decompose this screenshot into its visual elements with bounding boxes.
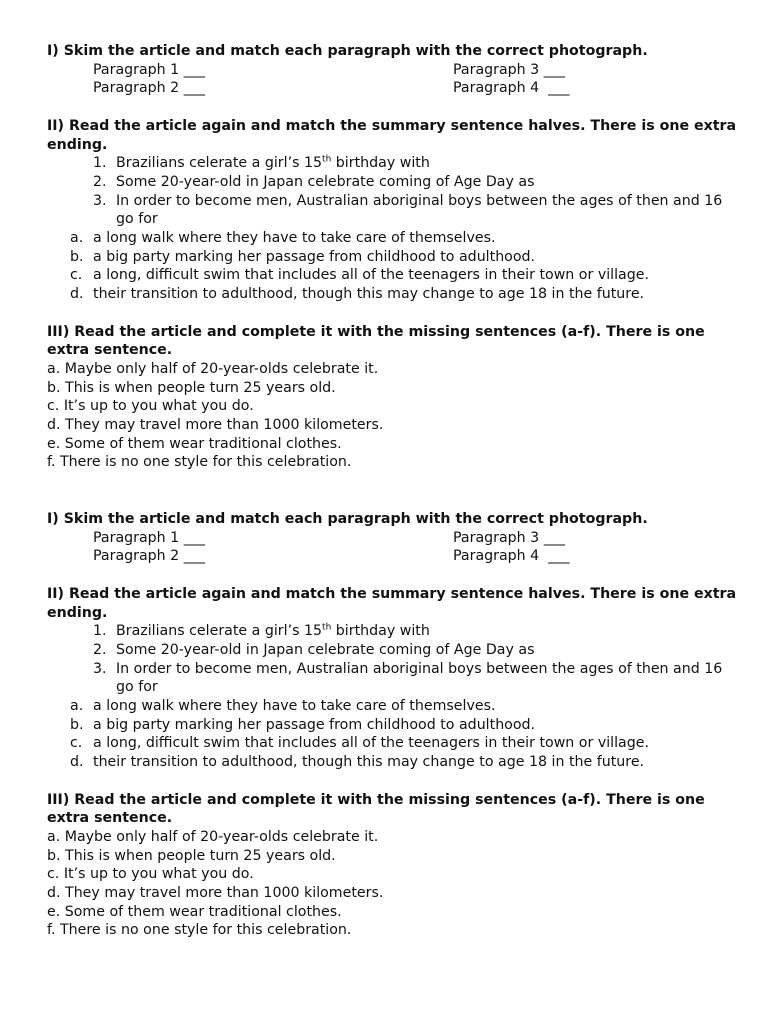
list-item: d. They may travel more than 1000 kilometers. xyxy=(47,885,384,902)
list-item: d. their transition to adulthood, though this may change to age 18 in the future. xyxy=(70,754,645,771)
list-item: c. It’s up to you what you do. xyxy=(47,866,254,883)
worksheet-1 xyxy=(47,42,737,472)
list-item: a. a long walk where they have to take care of themselves. xyxy=(70,698,496,715)
list-item: b. This is when people turn 25 years old. xyxy=(47,847,336,864)
sentence-endings-list xyxy=(47,229,737,304)
section-3-heading: III) Read the article and complete it with the missing sentences (a-f). There is one extra sentence. xyxy=(47,323,705,359)
paragraph-3-blank: Paragraph 3 ___ xyxy=(453,529,565,546)
list-item: e. Some of them wear traditional clothes. xyxy=(47,435,342,452)
list-item: 1. Brazilians celerate a girl’s 15th birthday with xyxy=(93,154,430,172)
paragraph-2-blank: Paragraph 2 ___ xyxy=(93,80,205,97)
list-item: b. This is when people turn 25 years old. xyxy=(47,379,336,396)
paragraph-matching-grid xyxy=(93,61,737,98)
paragraph-matching-grid xyxy=(93,529,737,566)
list-item: 3. In order to become men, Australian aboriginal boys between the ages of then and 16 go for xyxy=(93,192,723,228)
section-2-heading: II) Read the article again and match the summary sentence halves. There is one extra ending. xyxy=(47,585,737,621)
list-item: f. There is no one style for this celebration. xyxy=(47,454,352,471)
list-item: a. a long walk where they have to take care of themselves. xyxy=(70,230,496,247)
sentence-beginnings-list xyxy=(47,622,737,697)
paragraph-1-blank: Paragraph 1 ___ xyxy=(93,61,205,78)
list-item: e. Some of them wear traditional clothes. xyxy=(47,903,342,920)
section-1-heading: I) Skim the article and match each paragraph with the correct photograph. xyxy=(47,43,648,59)
paragraph-4-blank: Paragraph 4 ___ xyxy=(453,548,570,565)
section-3-heading: III) Read the article and complete it with the missing sentences (a-f). There is one extra sentence. xyxy=(47,791,705,827)
list-item: c. a long, difficult swim that includes all of the teenagers in their town or village. xyxy=(70,267,649,284)
list-item: b. a big party marking her passage from childhood to adulthood. xyxy=(70,716,536,733)
sentence-endings-list xyxy=(47,697,737,772)
list-item: 1. Brazilians celerate a girl’s 15th birthday with xyxy=(93,622,430,640)
list-item: d. They may travel more than 1000 kilometers. xyxy=(47,417,384,434)
list-item: d. their transition to adulthood, though this may change to age 18 in the future. xyxy=(70,286,645,303)
list-item: f. There is no one style for this celebration. xyxy=(47,922,352,939)
list-item: a. Maybe only half of 20-year-olds celebrate it. xyxy=(47,360,379,377)
list-item: c. a long, difficult swim that includes all of the teenagers in their town or village. xyxy=(70,735,649,752)
list-item: 2. Some 20-year-old in Japan celebrate coming of Age Day as xyxy=(93,641,535,658)
section-2-heading: II) Read the article again and match the summary sentence halves. There is one extra ending. xyxy=(47,117,737,153)
paragraph-1-blank: Paragraph 1 ___ xyxy=(93,529,205,546)
paragraph-2-blank: Paragraph 2 ___ xyxy=(93,548,205,565)
sentence-beginnings-list xyxy=(47,154,737,229)
missing-sentences-list xyxy=(47,828,737,940)
list-item: c. It’s up to you what you do. xyxy=(47,398,254,415)
worksheet-2 xyxy=(47,510,737,940)
missing-sentences-list xyxy=(47,360,737,472)
paragraph-3-blank: Paragraph 3 ___ xyxy=(453,61,565,78)
list-item: b. a big party marking her passage from childhood to adulthood. xyxy=(70,248,536,265)
paragraph-4-blank: Paragraph 4 ___ xyxy=(453,80,570,97)
list-item: 3. In order to become men, Australian aboriginal boys between the ages of then and 16 go for xyxy=(93,660,723,696)
list-item: a. Maybe only half of 20-year-olds celebrate it. xyxy=(47,828,379,845)
list-item: 2. Some 20-year-old in Japan celebrate coming of Age Day as xyxy=(93,173,535,190)
section-1-heading: I) Skim the article and match each paragraph with the correct photograph. xyxy=(47,511,648,527)
